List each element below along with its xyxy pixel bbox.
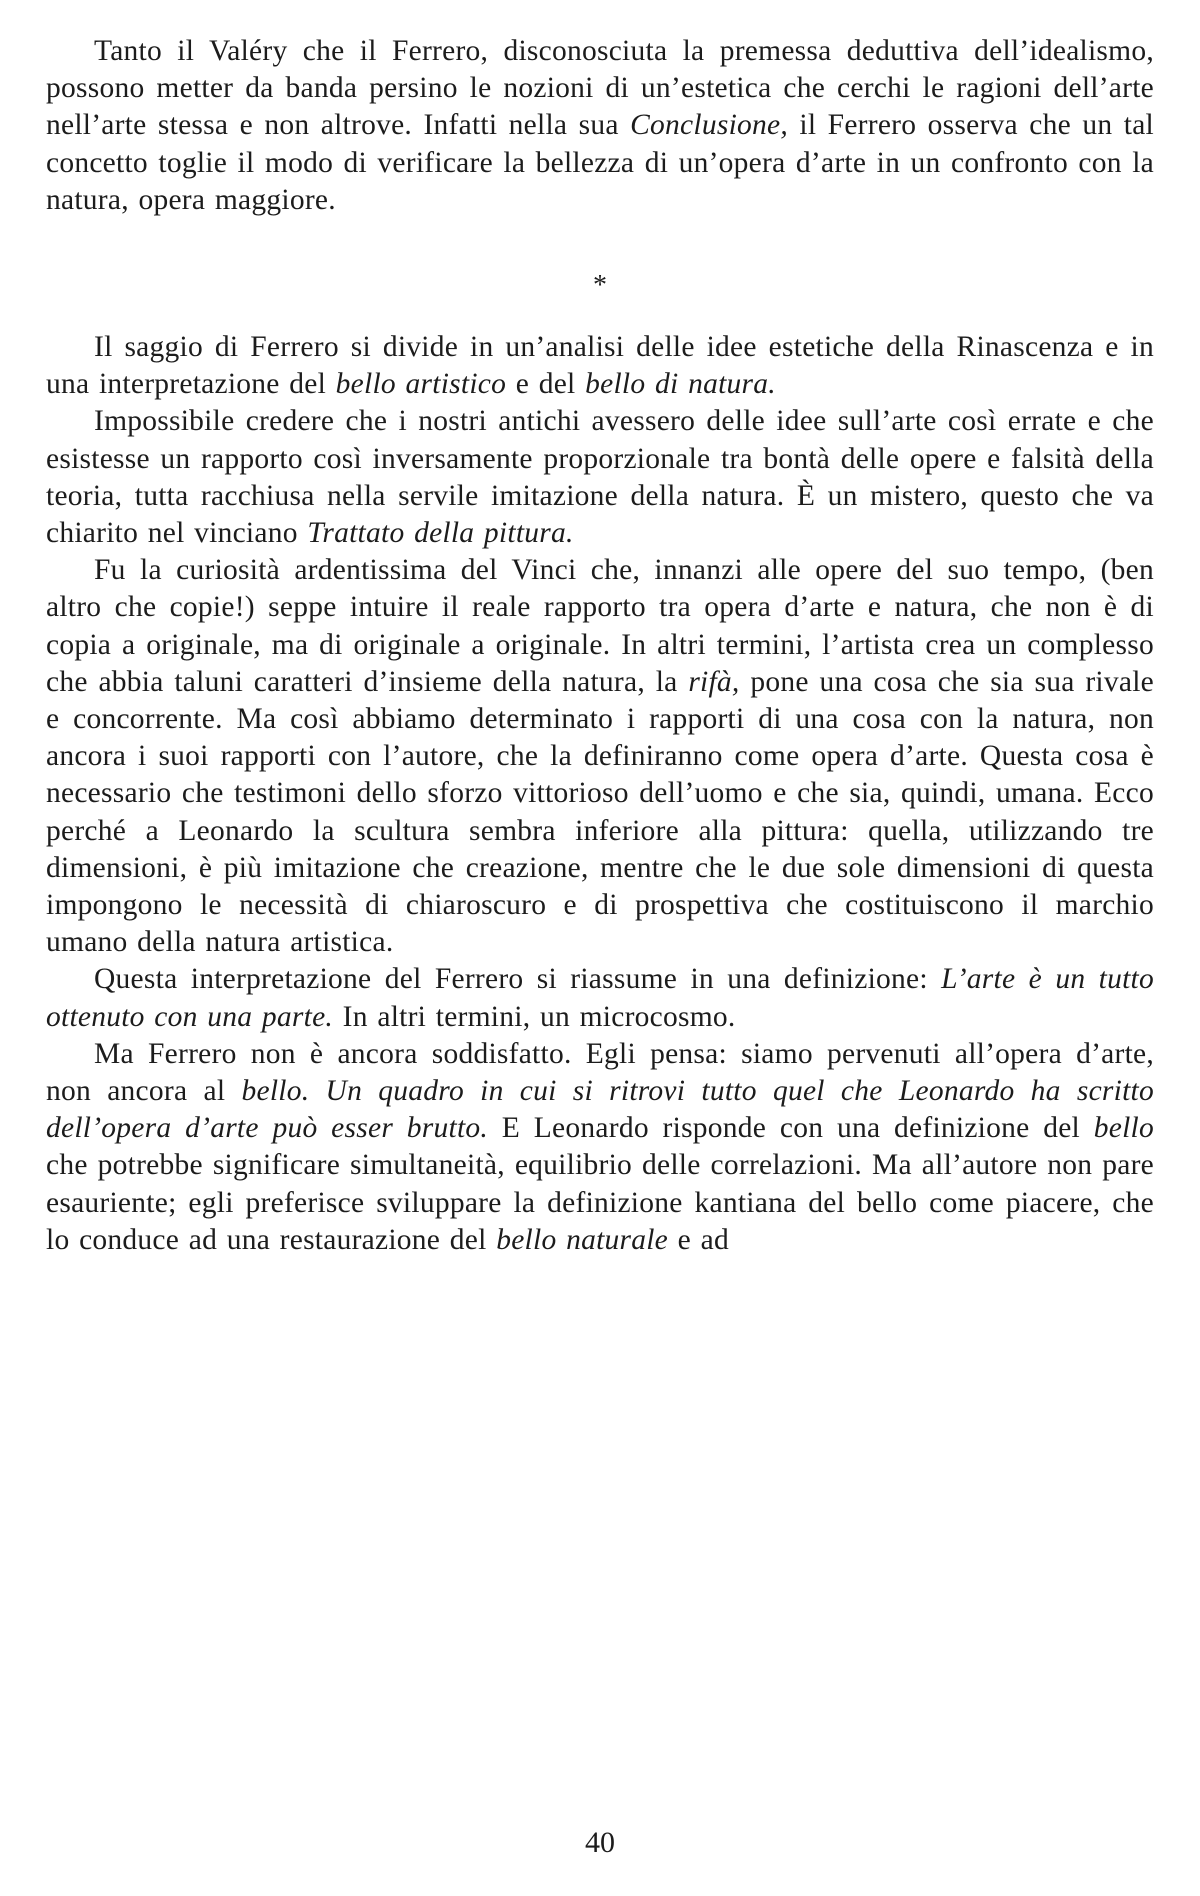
text-run: Fu la curiosità ardentissima del Vinci che, innanzi alle opere del suo tempo, (ben altro che copie!) seppe intuire il reale rapporto tra opera d’arte e natura, che non è di copia a originale, ma di originale a originale. In altri termini, l’artista crea un complesso che abbia taluni caratteri d’insieme della natura, la — [46, 554, 1154, 698]
italic-run: bello naturale — [496, 1223, 669, 1256]
text-run: Il saggio di Ferrero si divide in un’analisi delle idee estetiche della Rinascenza e in una interpretazione del — [46, 331, 1154, 401]
section-separator: * — [593, 270, 607, 301]
text-run: Questa interpretazione del Ferrero si riassume in una definizione: — [94, 963, 942, 996]
italic-run: Trattato della pittura. — [307, 517, 574, 550]
italic-run: bello artistico — [335, 368, 507, 401]
text-run: e ad — [668, 1223, 729, 1256]
text-run: In altri termini, un microcosmo. — [333, 1000, 736, 1033]
paragraph — [46, 329, 1154, 403]
text-run: pone una cosa che sia sua rivale e concorrente. Ma così abbiamo determinato i rapporti di una cosa con la natura, non ancora i suoi rapporti con l’autore, che la definiranno come opera d’arte. Questa cosa è necessario che testimoni dello sforzo vittorioso dell’uomo e che sia, quindi, umana. Ecco perché a Leonardo la scultura sembra inferiore alla pittura: quella, utilizzando tre dimensioni, è più imitazione che creazione, mentre che le due sole dimensioni di questa impongono le necessità di chiaroscuro e di prospettiva che costituiscono il marchio umano della natura artistica. — [46, 665, 1154, 959]
italic-run: bello — [1093, 1112, 1154, 1145]
italic-run: bello. Un quadro in cui si ritrovi tutto quel che Leonardo ha scritto dell’opera d’arte può esser brutto. — [46, 1075, 1154, 1145]
italic-run: rifà, — [688, 665, 740, 698]
italic-run: bello di natura. — [585, 368, 776, 401]
text-run: Ma Ferrero non è ancora soddisfatto. Egli pensa: siamo pervenuti all’opera d’arte, non ancora al — [46, 1037, 1154, 1108]
text-section-top — [46, 33, 1154, 219]
paragraph — [46, 552, 1154, 961]
text-run: che potrebbe significare simultaneità, equilibrio delle correlazioni. Ma all’autore non pare esauriente; egli preferisce sviluppare la definizione kantiana del bello come piacere, che lo conduce ad una restaurazione del — [46, 1149, 1154, 1256]
paragraph — [46, 1036, 1154, 1259]
italic-run: Conclusione, — [630, 109, 788, 142]
paragraph — [46, 403, 1154, 552]
text-run: il Ferrero osserva che un tal concetto toglie il modo di verificare la bellezza di un’opera d’arte in un confronto con la natura, opera maggiore. — [46, 109, 1154, 216]
page-number: 40 — [585, 1826, 615, 1859]
text-run: Tanto il Valéry che il Ferrero, disconosciuta la premessa deduttiva dell’idealismo, possono metter da banda persino le nozioni di un’estetica che cerchi le ragioni dell’arte nell’arte stessa e non altrove. Infatti nella sua — [46, 35, 1154, 142]
paragraph — [46, 33, 1154, 219]
italic-run: L’arte è un tutto ottenuto con una parte. — [46, 963, 1154, 1033]
text-run: e del — [506, 368, 586, 401]
paragraph — [46, 961, 1154, 1035]
text-section-main — [46, 329, 1154, 1259]
text-run: E Leonardo risponde con una definizione del — [488, 1112, 1094, 1145]
text-run: Impossibile credere che i nostri antichi avessero delle idee sull’arte così errate e che esistesse un rapporto così inversamente proporzionale tra bontà delle opere e falsità della teoria, tutta racchiusa nella servile imitazione della natura. È un mistero, questo che va chiarito nel vinciano — [46, 405, 1154, 550]
